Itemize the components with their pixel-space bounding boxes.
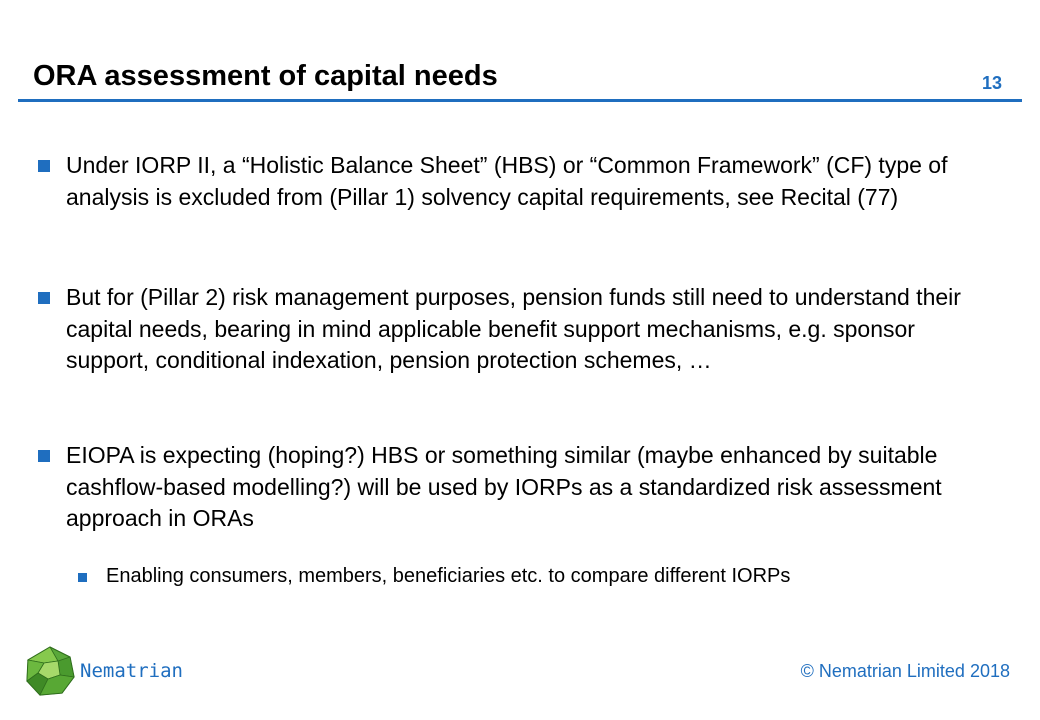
square-bullet-icon bbox=[38, 292, 50, 304]
bullet-text: But for (Pillar 2) risk management purposes, pension funds still need to understand their capital needs, bearing in mind applicable benefit support mechanisms, e.g. sponsor support, conditional indexation, pension protection schemes, … bbox=[66, 284, 961, 373]
title-divider bbox=[18, 99, 1022, 102]
slide-title: ORA assessment of capital needs bbox=[33, 60, 498, 92]
page-number: 13 bbox=[982, 73, 1003, 93]
bullet-item bbox=[66, 282, 996, 377]
square-bullet-icon bbox=[78, 573, 87, 582]
square-bullet-icon bbox=[38, 160, 50, 172]
green-polyhedron-logo-icon bbox=[24, 645, 76, 697]
bullet-text: EIOPA is expecting (hoping?) HBS or something similar (maybe enhanced by suitable cashflow-based modelling?) will be used by IORPs as a standardized risk assessment approach in ORAs bbox=[66, 442, 942, 531]
bullet-item bbox=[66, 150, 996, 213]
sub-bullet-item bbox=[106, 563, 986, 590]
square-bullet-icon bbox=[38, 450, 50, 462]
brand-name: Nematrian bbox=[80, 660, 183, 682]
bullet-text: Under IORP II, a “Holistic Balance Sheet” (HBS) or “Common Framework” (CF) type of analysis is excluded from (Pillar 1) solvency capital requirements, see Recital (77) bbox=[66, 152, 948, 210]
copyright-notice: © Nematrian Limited 2018 bbox=[800, 661, 1010, 681]
bullet-item bbox=[66, 440, 996, 535]
sub-bullet-text: Enabling consumers, members, beneficiaries etc. to compare different IORPs bbox=[106, 565, 791, 587]
